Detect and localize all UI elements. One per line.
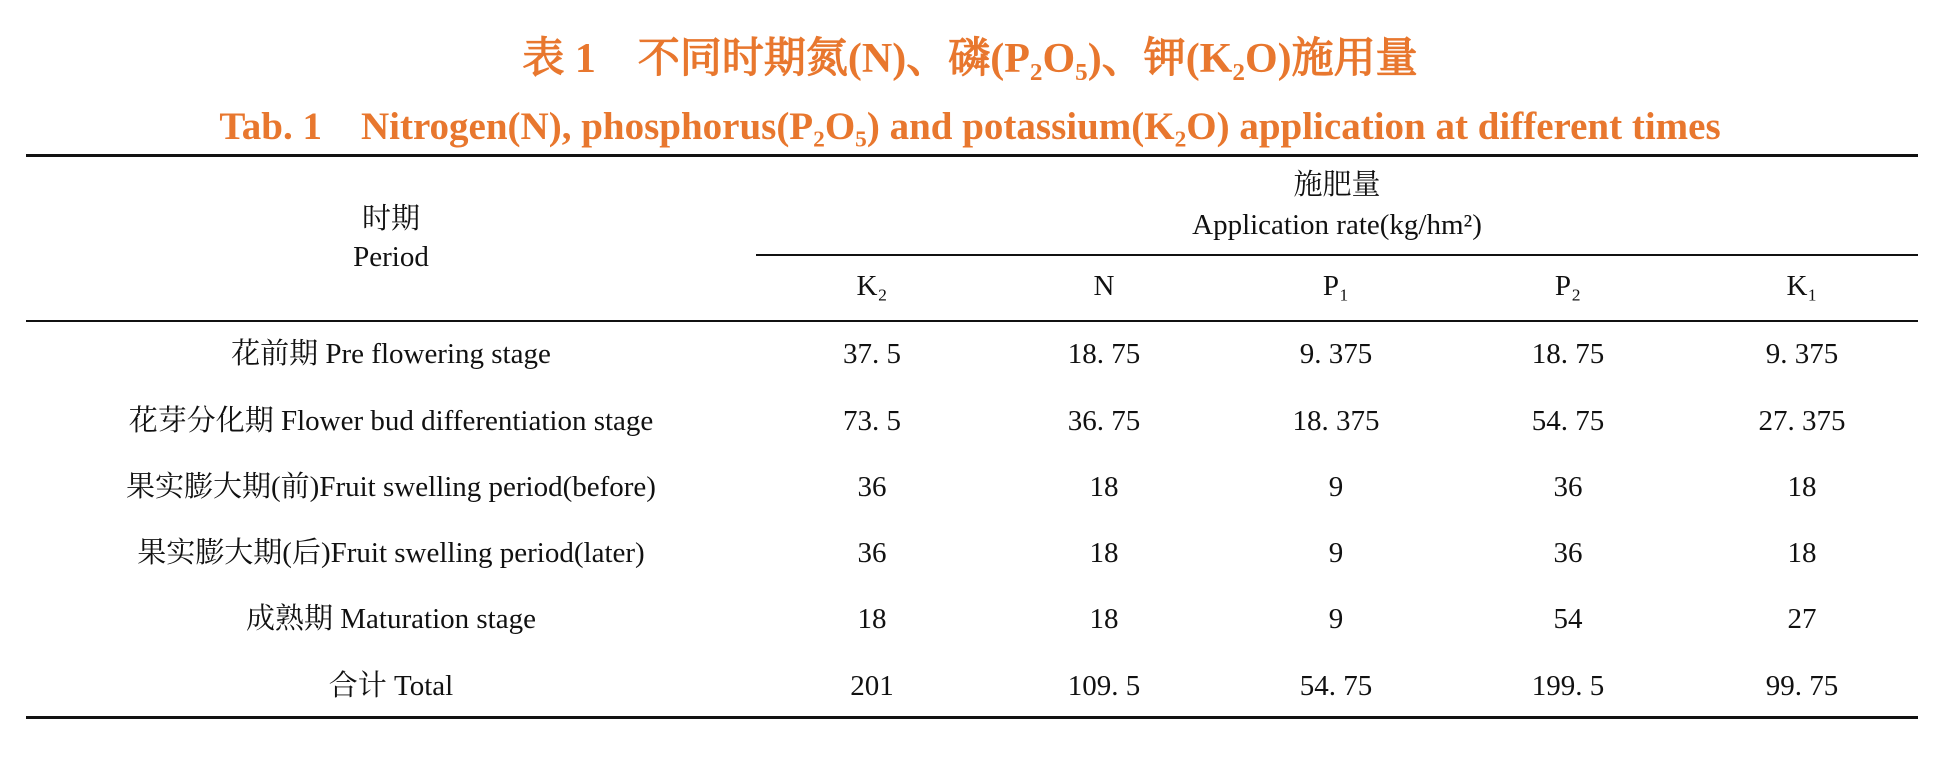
table-cell: 36 xyxy=(857,471,887,503)
header-bottom-rule xyxy=(26,320,1918,322)
table-cell: 54 xyxy=(1553,603,1583,635)
row-label-flower-bud: 花芽分化期 Flower bud differentiation stage xyxy=(128,405,654,437)
column-header-p2: P₂ xyxy=(1554,270,1582,302)
row-label-maturation: 成熟期 Maturation stage xyxy=(246,603,536,635)
table-cell: 18. 375 xyxy=(1292,405,1380,437)
row-label-fruit-swelling-before: 果实膨大期(前)Fruit swelling period(before) xyxy=(126,471,656,503)
application-rate-header-english: Application rate(kg/hm²) xyxy=(1192,209,1482,241)
column-header-k2: K₂ xyxy=(856,270,888,302)
bottom-rule xyxy=(26,716,1918,719)
table-cell: 9 xyxy=(1328,603,1344,635)
row-label-total: 合计 Total xyxy=(328,670,454,702)
table-cell: 9. 375 xyxy=(1765,338,1839,370)
table-cell: 54. 75 xyxy=(1531,405,1605,437)
table-cell: 201 xyxy=(850,670,894,702)
table-cell: 99. 75 xyxy=(1765,670,1839,702)
table-title-english: Tab. 1 Nitrogen(N), phosphorus(P₂O₅) and potassium(K₂O) application at different times xyxy=(219,105,1721,148)
table-cell: 18 xyxy=(1089,603,1119,635)
top-rule xyxy=(26,154,1918,157)
table-title-chinese: 表 1 不同时期氮(N)、磷(P₂O₅)、钾(K₂O)施用量 xyxy=(522,36,1418,82)
table-cell: 18 xyxy=(1089,471,1119,503)
period-header-chinese: 时期 xyxy=(361,203,420,235)
table-cell: 9 xyxy=(1328,537,1344,569)
table-cell: 27 xyxy=(1787,603,1817,635)
period-header xyxy=(26,200,756,276)
table-cell: 36. 75 xyxy=(1067,405,1141,437)
period-header-english: Period xyxy=(353,241,429,273)
column-header-n: N xyxy=(1093,270,1115,302)
table-cell: 36 xyxy=(857,537,887,569)
subheader-rule xyxy=(756,254,1918,256)
table-cell: 37. 5 xyxy=(843,338,901,370)
table-cell: 18 xyxy=(1787,471,1817,503)
table-cell: 27. 375 xyxy=(1758,405,1846,437)
row-label-pre-flowering: 花前期 Pre flowering stage xyxy=(231,338,551,370)
table-cell: 18 xyxy=(857,603,887,635)
table-cell: 36 xyxy=(1553,471,1583,503)
table-cell: 73. 5 xyxy=(843,405,901,437)
table-cell: 18 xyxy=(1089,537,1119,569)
table-cell: 18. 75 xyxy=(1067,338,1141,370)
application-rate-header-chinese: 施肥量 xyxy=(1293,169,1381,201)
table-cell: 18. 75 xyxy=(1531,338,1605,370)
row-label-fruit-swelling-later: 果实膨大期(后)Fruit swelling period(later) xyxy=(137,537,645,569)
table-cell: 9. 375 xyxy=(1299,338,1373,370)
table-cell: 18 xyxy=(1787,537,1817,569)
column-header-p1: P₁ xyxy=(1322,270,1350,302)
application-rate-header xyxy=(756,165,1918,245)
table-cell: 36 xyxy=(1553,537,1583,569)
table-cell: 9 xyxy=(1328,471,1344,503)
table-cell: 199. 5 xyxy=(1531,670,1605,702)
table-cell: 54. 75 xyxy=(1299,670,1373,702)
table-cell: 109. 5 xyxy=(1067,670,1141,702)
column-header-k1: K₁ xyxy=(1786,270,1818,302)
